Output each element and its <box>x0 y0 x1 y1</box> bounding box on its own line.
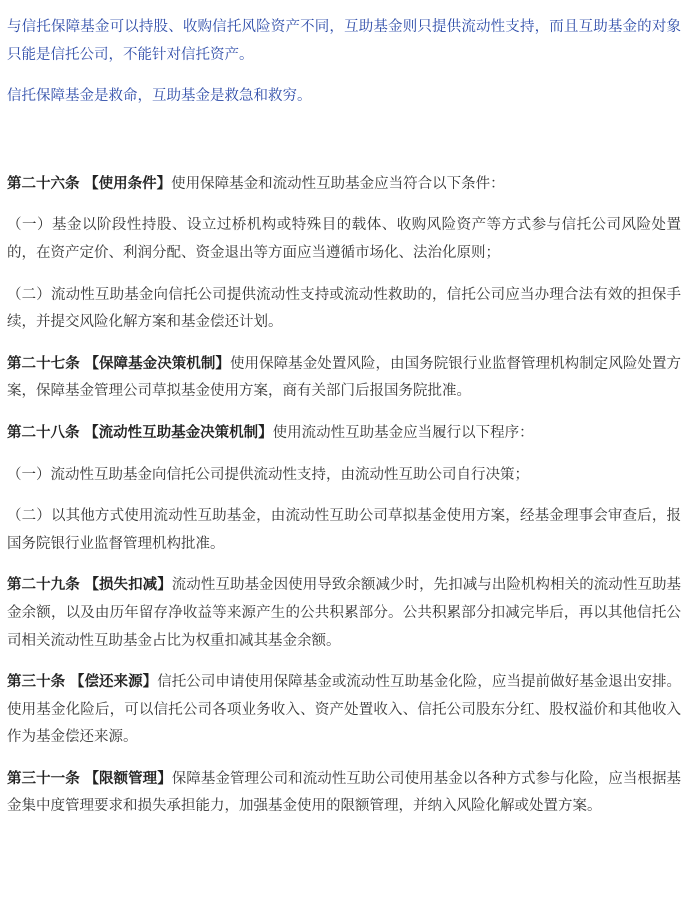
article-31 <box>7 766 681 821</box>
article-text: 使用保障基金处置风险，由国务院银行业监督管理机构制定风险处置方案，保障基金管理公司草拟基金使用方案，商有关部门后报国务院批准。 <box>7 355 682 400</box>
article-28-item-1: （一）流动性互助基金向信托公司提供流动性支持，由流动性互助公司自行决策； <box>7 466 529 483</box>
article-number: 第二十七条 <box>7 355 80 372</box>
article-number: 第二十八条 <box>7 424 80 441</box>
article-text: 流动性互助基金因使用导致余额减少时，先扣减与出险机构相关的流动性互助基金余额，以及由历年留存净收益等来源产生的公共积累部分。公共积累部分扣减完毕后，再以其他信托公司相关流动性互助基金占比为权重扣减其基金余额。 <box>7 577 682 649</box>
article-29 <box>7 572 681 655</box>
intro-paragraph-2: 信托保障基金是救命，互助基金是救急和救穷。 <box>7 88 312 105</box>
article-number: 第三十一条 <box>7 770 80 787</box>
article-number: 第三十条 <box>7 674 66 691</box>
article-title: 【使用条件】 <box>84 175 172 192</box>
article-title: 【损失扣减】 <box>84 577 172 594</box>
article-text: 保障基金管理公司和流动性互助公司使用基金以各种方式参与化险，应当根据基金集中度管理要求和损失承担能力，加强基金使用的限额管理，并纳入风险化解或处置方案。 <box>7 770 682 815</box>
article-30 <box>7 669 681 752</box>
article-28-item-2: （二）以其他方式使用流动性互助基金，由流动性互助公司草拟基金使用方案，经基金理事会审查后，报国务院银行业监督管理机构批准。 <box>7 508 681 552</box>
article-title: 【流动性互助基金决策机制】 <box>84 424 273 441</box>
article-26 <box>7 171 681 199</box>
article-text: 使用保障基金和流动性互助基金应当符合以下条件： <box>171 175 505 192</box>
intro-paragraph-1: 与信托保障基金可以持股、收购信托风险资产不同，互助基金则只提供流动性支持，而且互助基金的对象只能是信托公司，不能针对信托资产。 <box>7 19 681 63</box>
article-26-item-2: （二）流动性互助基金向信托公司提供流动性支持或流动性救助的，信托公司应当办理合法有效的担保手续，并提交风险化解方案和基金偿还计划。 <box>7 286 681 331</box>
article-number: 第二十九条 <box>7 577 80 594</box>
article-title: 【保障基金决策机制】 <box>84 355 230 372</box>
article-27 <box>7 351 681 406</box>
article-title: 【限额管理】 <box>84 770 172 787</box>
article-title: 【偿还来源】 <box>69 674 158 691</box>
article-text: 使用流动性互助基金应当履行以下程序： <box>272 424 534 441</box>
article-text: 信托公司申请使用保障基金或流动性互助基金化险，应当提前做好基金退出安排。使用基金化险后，可以信托公司各项业务收入、资产处置收入、信托公司股东分红、股权溢价和其他收入作为基金偿还来源。 <box>7 674 682 746</box>
article-26-item-1: （一）基金以阶段性持股、设立过桥机构或特殊目的载体、收购风险资产等方式参与信托公司风险处置的，在资产定价、利润分配、资金退出等方面应当遵循市场化、法治化原则； <box>7 217 681 261</box>
article-28 <box>7 420 681 448</box>
article-number: 第二十六条 <box>7 175 80 192</box>
